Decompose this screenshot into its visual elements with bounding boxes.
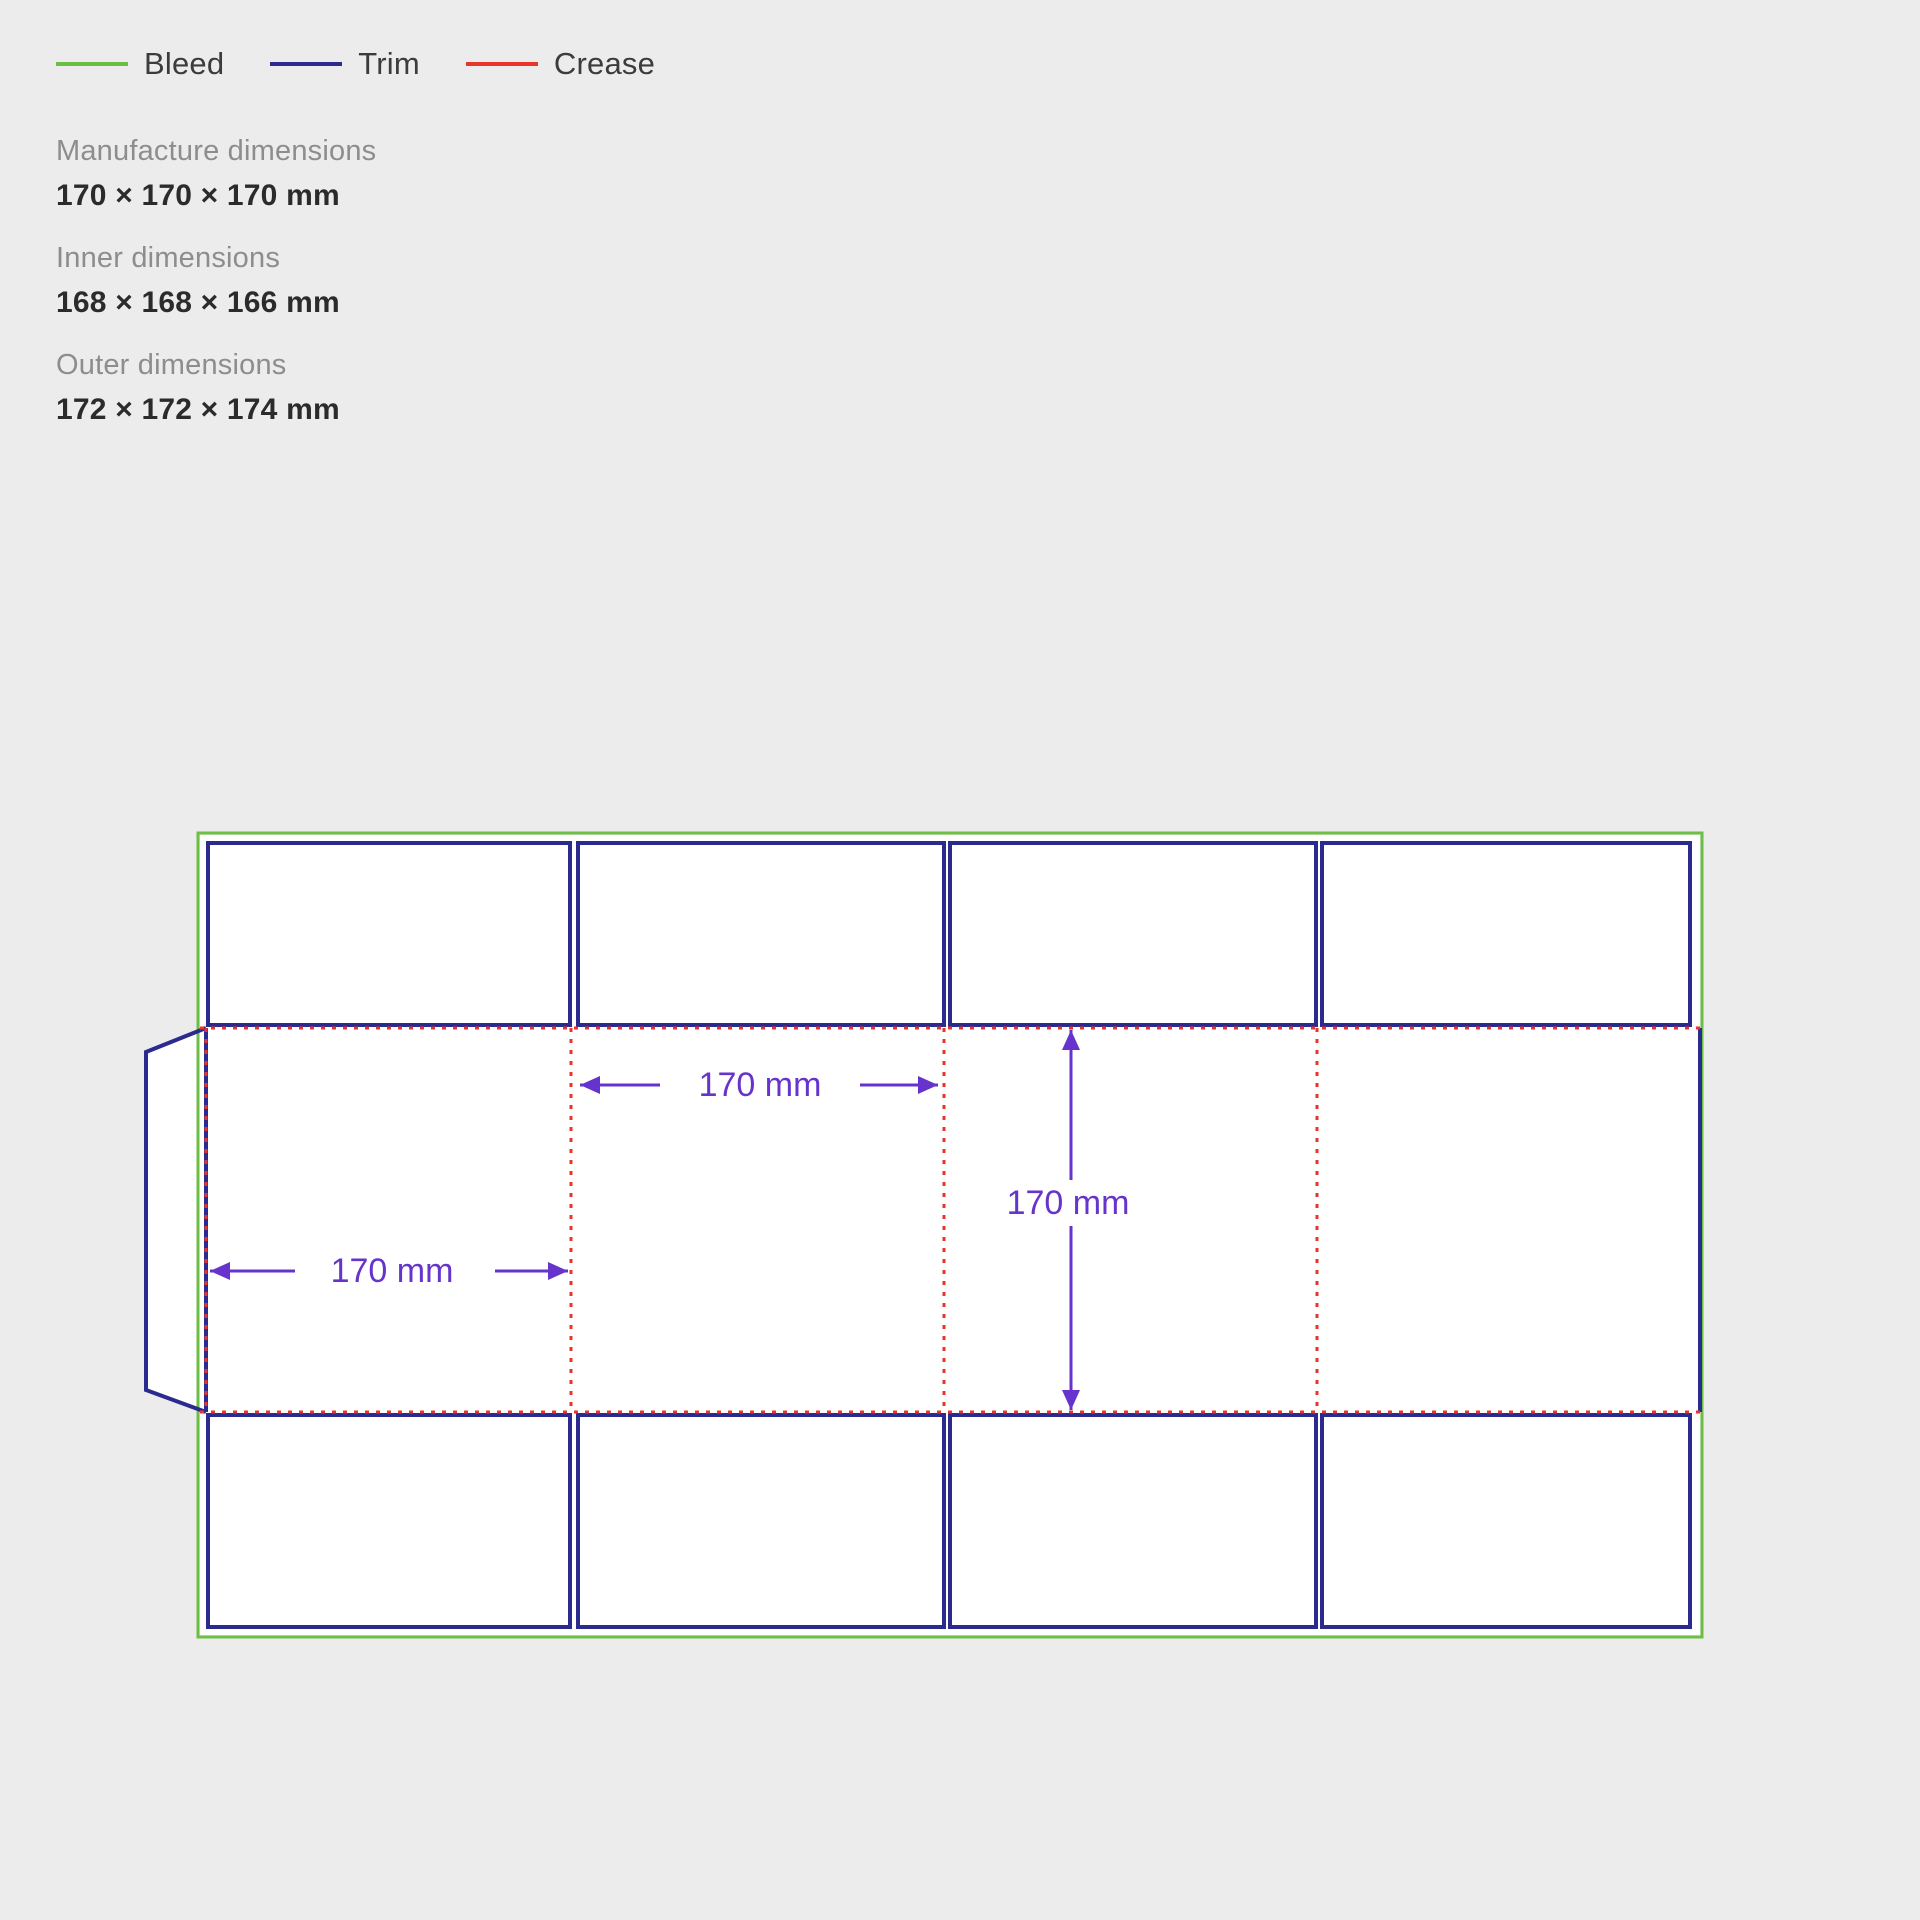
info-value-inner: 168 × 168 × 166 mm (56, 286, 340, 319)
info-value-manufacture: 170 × 170 × 170 mm (56, 179, 340, 212)
dimension-panel-width-label: 170 mm (698, 1066, 822, 1104)
info-group-outer (56, 349, 756, 427)
info-title-outer: Outer dimensions (56, 349, 287, 381)
legend-item-bleed (56, 46, 224, 82)
dimension-info (56, 135, 756, 456)
dieline-drawing (0, 790, 1920, 1690)
dimension-panel-height-label: 170 mm (1006, 1184, 1130, 1222)
legend-line-trim-icon (270, 62, 342, 66)
legend-item-crease (466, 46, 655, 82)
legend-label-crease: Crease (553, 46, 656, 81)
legend-item-trim (270, 46, 420, 82)
info-group-inner (56, 242, 756, 320)
legend (56, 46, 701, 82)
dieline-sheet-background (148, 835, 1700, 1635)
info-group-manufacture (56, 135, 756, 213)
info-title-inner: Inner dimensions (56, 242, 281, 274)
legend-label-trim: Trim (358, 46, 420, 81)
legend-label-bleed: Bleed (144, 46, 225, 81)
dimension-left-panel-width-label: 170 mm (330, 1252, 454, 1290)
info-title-manufacture: Manufacture dimensions (56, 135, 377, 167)
legend-line-crease-icon (466, 62, 538, 66)
legend-line-bleed-icon (56, 62, 128, 66)
info-value-outer: 172 × 172 × 174 mm (56, 393, 340, 426)
